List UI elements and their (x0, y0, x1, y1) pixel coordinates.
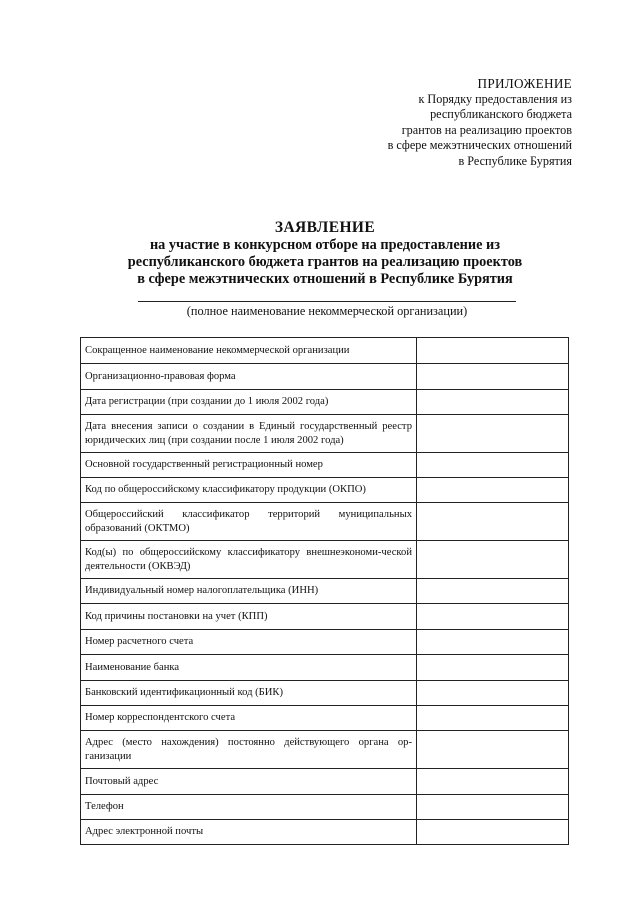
row-label: Организационно-правовая форма (81, 364, 417, 390)
row-value-cell[interactable] (417, 655, 569, 681)
document-title (60, 219, 590, 289)
table-row (81, 795, 569, 820)
table-row (81, 364, 569, 390)
row-label: Почтовый адрес (81, 769, 417, 795)
row-label: Банковский идентификационный код (БИК) (81, 681, 417, 706)
appendix-line: к Порядку предоставления из (418, 91, 572, 106)
row-label: Код причины постановки на учет (КПП) (81, 604, 417, 630)
title-line: в сфере межэтнических отношений в Республике Бурятия (137, 271, 513, 288)
table-row (81, 503, 569, 541)
appendix-line: республиканского бюджета (430, 107, 572, 122)
row-label: Сокращенное наименование некоммерческой организации (81, 338, 417, 364)
row-value-cell[interactable] (417, 731, 569, 769)
row-label: Код по общероссийскому классификатору продукции (ОКПО) (81, 478, 417, 503)
row-label: Общероссийский классификатор территорий муниципальных образований (ОКТМО) (81, 503, 417, 541)
table-row (81, 681, 569, 706)
table-row (81, 415, 569, 453)
row-value-cell[interactable] (417, 478, 569, 503)
row-value-cell[interactable] (417, 604, 569, 630)
table-row (81, 706, 569, 731)
row-value-cell[interactable] (417, 415, 569, 453)
appendix-block (312, 76, 572, 170)
organization-name-caption: (полное наименование некоммерческой организации) (186, 304, 468, 318)
organization-name-line[interactable] (138, 301, 516, 302)
appendix-line: грантов на реализацию проектов (401, 122, 572, 137)
row-label: Дата внесения записи о создании в Единый государственный реестр юридических лиц (при создании после 1 июля 2002 года) (81, 415, 417, 453)
table-row (81, 769, 569, 795)
row-value-cell[interactable] (417, 630, 569, 655)
row-label: Индивидуальный номер налогоплательщика (ИНН) (81, 579, 417, 604)
row-value-cell[interactable] (417, 681, 569, 706)
appendix-line: в Республике Бурятия (458, 153, 572, 168)
appendix-heading: ПРИЛОЖЕНИЕ (477, 76, 572, 91)
row-value-cell[interactable] (417, 364, 569, 390)
appendix-line: в сфере межэтнических отношений (387, 138, 572, 153)
row-label: Адрес электронной почты (81, 820, 417, 845)
table-row (81, 731, 569, 769)
table-row (81, 453, 569, 478)
row-label: Адрес (место нахождения) постоянно действующего органа ор-ганизации (81, 731, 417, 769)
table-row (81, 541, 569, 579)
row-value-cell[interactable] (417, 579, 569, 604)
row-label: Телефон (81, 795, 417, 820)
row-value-cell[interactable] (417, 769, 569, 795)
row-label: Код(ы) по общероссийскому классификатору внешнеэкономи-ческой деятельности (ОКВЭД) (81, 541, 417, 579)
table-row (81, 604, 569, 630)
row-label: Номер расчетного счета (81, 630, 417, 655)
row-value-cell[interactable] (417, 338, 569, 364)
row-label: Наименование банка (81, 655, 417, 681)
title-main: ЗАЯВЛЕНИЕ (274, 219, 376, 236)
row-value-cell[interactable] (417, 503, 569, 541)
table-row (81, 390, 569, 415)
row-value-cell[interactable] (417, 795, 569, 820)
row-label: Номер корреспондентского счета (81, 706, 417, 731)
table-row (81, 630, 569, 655)
table-row (81, 579, 569, 604)
row-value-cell[interactable] (417, 541, 569, 579)
row-value-cell[interactable] (417, 453, 569, 478)
table-row (81, 338, 569, 364)
row-value-cell[interactable] (417, 390, 569, 415)
table-row (81, 820, 569, 845)
organization-details-table (80, 337, 569, 845)
row-label: Дата регистрации (при создании до 1 июля 2002 года) (81, 390, 417, 415)
row-value-cell[interactable] (417, 706, 569, 731)
title-line: республиканского бюджета грантов на реализацию проектов (127, 254, 523, 271)
table-row (81, 478, 569, 503)
title-line: на участие в конкурсном отборе на предоставление из (149, 237, 501, 253)
row-value-cell[interactable] (417, 820, 569, 845)
table-row (81, 655, 569, 681)
row-label: Основной государственный регистрационный номер (81, 453, 417, 478)
